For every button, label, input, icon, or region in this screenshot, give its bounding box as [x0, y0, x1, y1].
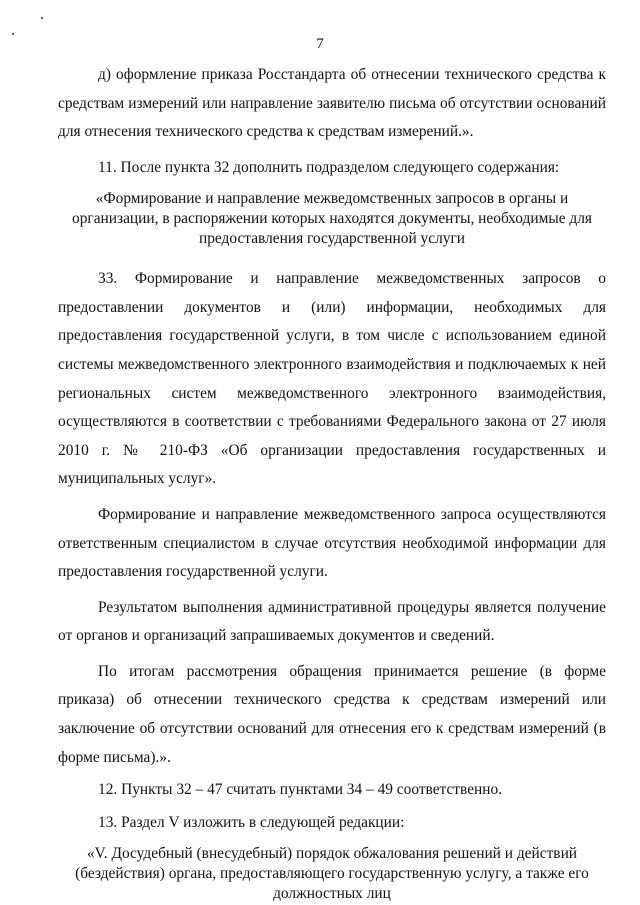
paragraph-item-12: 12. Пункты 32 – 47 считать пунктами 34 – 49 соответственно. — [98, 781, 503, 799]
page-number: 7 — [316, 36, 324, 52]
document-body — [58, 61, 606, 903]
subsection-heading: «Формирование и направление межведомственных запросов в органы и организации, в распоряжении которых находятся документы, необходимые для предоставления государственной услуги — [72, 190, 592, 247]
paragraph-procedure-result: Результатом выполнения административной процедуры является получение от органов и организаций запрашиваемых документов и сведений. — [58, 598, 606, 645]
section-v-heading: «V. Досудебный (внесудебный) порядок обжалования решений и действий (бездействия) органа, предоставляющего государственную услугу, а также его должностных лиц — [75, 845, 589, 902]
scan-speck — [12, 33, 14, 35]
paragraph-decision: По итогам рассмотрения обращения принимается решение (в форме приказа) об отнесении технического средства к средствам измерений или заключение об отсутствии оснований для отнесения его к средствам измерений (в форме письма).». — [58, 662, 606, 766]
paragraph-item-11: 11. После пункта 32 дополнить подразделом следующего содержания: — [98, 158, 560, 176]
paragraph-clause-d: д) оформление приказа Росстандарта об отнесении технического средства к средствам измерений или направление заявителю письма об отсутствии оснований для отнесения технического средства к средствам измерений.». — [58, 66, 606, 141]
paragraph-request-responsible: Формирование и направление межведомственного запроса осуществляются ответственным специалистом в случае отсутствия необходимой информации для предоставления государственной услуги. — [58, 505, 606, 581]
scan-speck — [41, 17, 43, 19]
paragraph-item-33: 33. Формирование и направление межведомственных запросов о предоставлении документов и (или) информации, необходимых для предоставления государственной услуги, в том числе с использованием единой системы межведомственного электронного взаимодействия и подключаемых к ней региональных систем межведомственного электронного взаимодействия, осуществляются в соответствии с требованиями Федерального закона от 27 июля 2010 г. № 210-ФЗ «Об организации предоставления государственных и муниципальных услуг». — [58, 270, 606, 488]
paragraph-item-13: 13. Раздел V изложить в следующей редакции: — [98, 813, 405, 831]
